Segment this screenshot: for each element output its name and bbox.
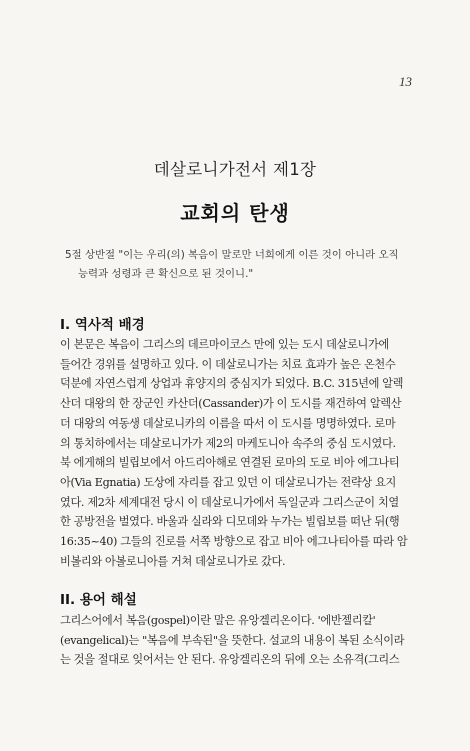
- text-line: 더 대왕의 여동생 데살로니카의 이름을 따서 이 도시를 명명하였다. 로마: [60, 416, 396, 430]
- text-line: 는 것을 절대로 잊어서는 안 된다. 유앙겔리온의 뒤에 오는 소유격(그리스: [60, 653, 400, 667]
- text-line: 들어간 경위를 설명하고 있다. 이 데살로니가는 치료 효과가 높은 온천수: [60, 357, 396, 371]
- section-body-terms: [60, 611, 417, 670]
- section-heading-label: I. 역사적 배경: [60, 317, 145, 333]
- epigraph-line-2: 능력과 성령과 큰 확신으로 된 것이니.": [78, 268, 254, 280]
- text-line: 비볼리와 아볼로니아를 거쳐 데살로니가로 갔다.: [60, 554, 286, 568]
- section-heading-history: [60, 313, 145, 333]
- section-heading-label: II. 용어 해설: [60, 592, 137, 608]
- main-title: 교회의 탄생: [180, 201, 290, 225]
- text-line: 북 에게해의 빌립보에서 아드리아해로 연결된 로마의 도로 비아 에그나티: [60, 456, 400, 470]
- text-line: 의 통치하에서는 데살로니가가 제2의 마케도니아 속주의 중심 도시였다.: [60, 436, 396, 450]
- text-line: 한 공방전을 벌였다. 바울과 실라와 디모데와 누가는 빌립보를 떠난 뒤(행: [60, 515, 400, 529]
- text-line: 산더 대왕의 한 장군인 카산더(Cassander)가 이 도시를 재건하여 알렉산: [60, 397, 402, 411]
- text-line: 였다. 제2차 세계대전 당시 이 데살로니가에서 독일군과 그리스군이 치열: [60, 495, 399, 509]
- text-line: 덕분에 자연스럽게 상업과 휴양지의 중심지가 되었다. B.C. 315년에 알렉: [60, 377, 404, 391]
- page-number: 13: [399, 74, 412, 89]
- text-line: 아(Via Egnatia) 도상에 자리를 잡고 있던 이 데살로니가는 전략상 요지: [60, 475, 396, 489]
- section-body-history: [60, 335, 417, 571]
- section-heading-terms: [60, 588, 137, 608]
- text-line: 16:35~40) 그들의 진로를 서쪽 방향으로 잡고 비아 에그나티아를 따라 암: [60, 535, 408, 549]
- epigraph: [65, 246, 425, 284]
- epigraph-line-1: 5절 상반절 "이는 우리(의) 복음이 말로만 너희에게 이른 것이 아니라 오직: [65, 249, 399, 261]
- text-line: 그리스어에서 복음(gospel)이란 말은 유앙겔리온이다. '에반젤리칼': [60, 614, 376, 627]
- chapter-title: 데살로니가전서 제1장: [153, 160, 317, 179]
- text-line: 이 본문은 복음이 그리스의 데르마이코스 만에 있는 도시 데살로니가에: [60, 338, 389, 351]
- text-line: (evangelical)는 "복음에 부속된"을 뜻한다. 설교의 내용이 복된 소식이라: [60, 633, 405, 647]
